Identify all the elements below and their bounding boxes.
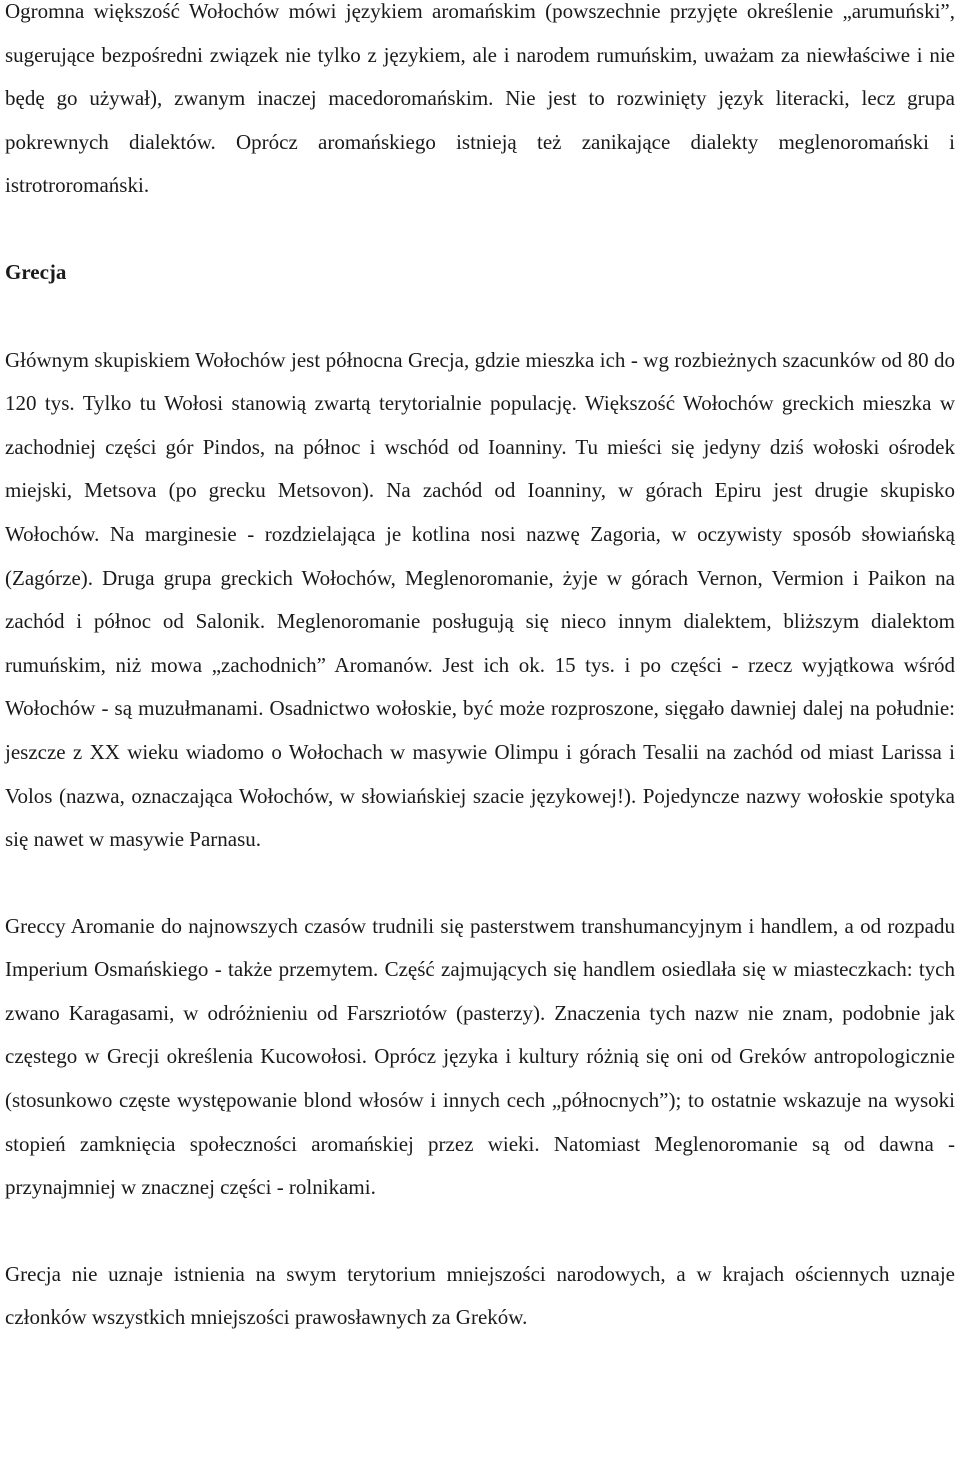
paragraph-northern-greece: Głównym skupiskiem Wołochów jest północna Grecja, gdzie mieszka ich - wg rozbieżnych szacunków od 80 do 120 tys. Tylko tu Wołosi stanowią zwartą terytorialnie populację. Większość Wołochów greckich mieszka w zachodniej części gór Pindos, na północ i wschód od Ioanniny. Tu mieści się jedyny dziś wołoski ośrodek miejski, Metsova (po grecku Metsovon). Na zachód od Ioanniny, w górach Epiru jest drugie skupisko Wołochów. Na marginesie - rozdzielająca je kotlina nosi nazwę Zagoria, w oczywisty sposób słowiańską (Zagórze). Druga grupa greckich Wołochów, Meglenoromanie, żyje w górach Vernon, Vermion i Paikon na zachód i północ od Salonik. Meglenoromanie posługują się nieco innym dialektem, bliższym dialektom rumuńskim, niż mowa „zachodnich” Aromanów. Jest ich ok. 15 tys. i po części - rzecz wyjątkowa wśród Wołochów - są muzułmanami. Osadnictwo wołoskie, być może rozproszone, sięgało dawniej dalej na południe: jeszcze z XX wieku wiadomo o Wołochach w masywie Olimpu i górach Tesalii na zachód od miast Larissa i Volos (nazwa, oznaczająca Wołochów, w słowiańskiej szacie językowej!). Pojedyncze nazwy wołoskie spotyka się nawet w masywie Parnasu.: [5, 347, 955, 852]
paragraph-greek-aromanians: Greccy Aromanie do najnowszych czasów trudnili się pasterstwem transhumancyjnym i handlem, a od rozpadu Imperium Osmańskiego - także przemytem. Część zajmujących się handlem osiedlała się w miasteczkach: tych zwano Karagasami, w odróżnieniu od Farszriotów (pasterzy). Znaczenia tych nazw nie znam, podobnie jak częstego w Grecji określenia Kucowołosi. Oprócz języka i kultury różnią się oni od Greków antropologicznie (stosunkowo częste występowanie blond włosów i innych cech „północnych”); to ostatnie wskazuje na wysoki stopień zamknięcia społeczności aromańskiej przez wieki. Natomiast Meglenoromanie są od dawna - przynajmniej w znacznej części - rolnikami.: [5, 913, 955, 1200]
section-heading-grecja: Grecja: [5, 259, 67, 284]
paragraph-aromanian-language: Ogromna większość Wołochów mówi językiem aromańskim (powszechnie przyjęte określenie „arumuński”, sugerujące bezpośredni związek nie tylko z językiem, ale i narodem rumuńskim, uważam za niewłaściwe i nie będę go używał), zwanym inaczej macedoromańskim. Nie jest to rozwinięty język literacki, lecz grupa pokrewnych dialektów. Oprócz aromańskiego istnieją też zanikające dialekty meglenoromański i istrotroromański.: [5, 0, 955, 198]
paragraph-minorities: Grecja nie uznaje istnienia na swym terytorium mniejszości narodowych, a w krajach ościennych uznaje członków wszystkich mniejszości prawosławnych za Greków.: [5, 1261, 955, 1330]
document-page: [5, 0, 955, 1340]
